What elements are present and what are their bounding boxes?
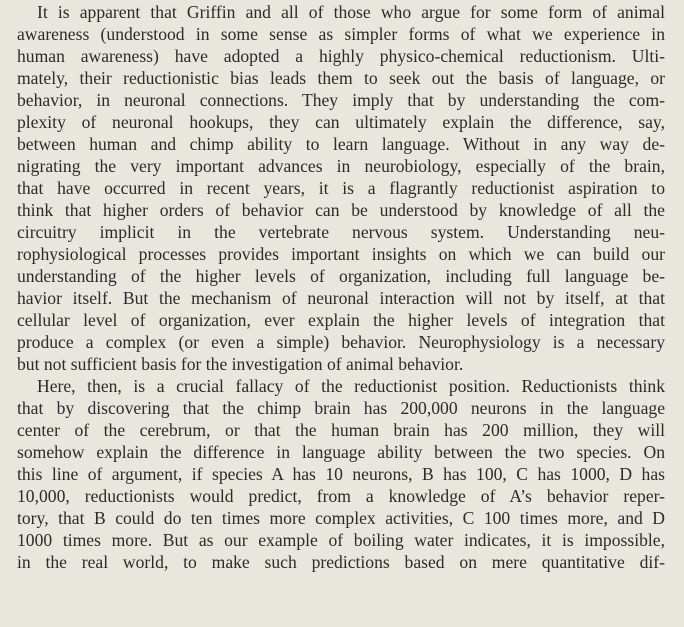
text-line: tory, that B could do ten times more complex activities, C 100 times more, and D [17,508,665,528]
text-line: produce a complex (or even a simple) behavior. Neurophysiology is a necessary [17,332,665,352]
text-line: this line of argument, if species A has 10 neurons, B has 100, C has 1000, D has [17,464,665,484]
text-line: that by discovering that the chimp brain has 200,000 neurons in the language [17,398,665,418]
text-line: cellular level of organization, ever explain the higher levels of integration that [17,310,665,330]
text-line: behavior, in neuronal connections. They imply that by understanding the com- [17,90,665,110]
text-line: mately, their reductionistic bias leads them to seek out the basis of language, or [17,68,665,88]
text-line: circuitry implicit in the vertebrate nervous system. Understanding neu- [17,222,665,242]
text-line: that have occurred in recent years, it is a flagrantly reductionist aspiration to [17,178,665,198]
text-line: in the real world, to make such predictions based on mere quantitative dif- [17,552,665,572]
text-line: human awareness) have adopted a highly physico-chemical reductionism. Ulti- [17,46,665,66]
text-line: nigrating the very important advances in neurobiology, especially of the brain, [17,156,665,176]
text-line: It is apparent that Griffin and all of those who argue for some form of animal [37,2,665,22]
text-line: understanding of the higher levels of organization, including full language be- [17,266,665,286]
text-line: somehow explain the difference in language ability between the two species. On [17,442,665,462]
text-line: but not sufficient basis for the investigation of animal behavior. [17,354,464,374]
text-line: 10,000, reductionists would predict, from a knowledge of A’s behavior reper- [17,486,665,506]
text-line: 1000 times more. But as our example of boiling water indicates, it is impossible, [17,530,665,550]
text-line: between human and chimp ability to learn language. Without in any way de- [17,134,665,154]
text-line: awareness (understood in some sense as simpler forms of what we experience in [17,24,665,44]
text-line: rophysiological processes provides important insights on which we can build our [17,244,665,264]
text-line: think that higher orders of behavior can be understood by knowledge of all the [17,200,665,220]
text-line: center of the cerebrum, or that the human brain has 200 million, they will [17,420,665,440]
text-line: havior itself. But the mechanism of neuronal interaction will not by itself, at that [17,288,665,308]
text-line: plexity of neuronal hookups, they can ultimately explain the difference, say, [17,112,665,132]
text-line: Here, then, is a crucial fallacy of the reductionist position. Reductionists think [37,376,665,396]
